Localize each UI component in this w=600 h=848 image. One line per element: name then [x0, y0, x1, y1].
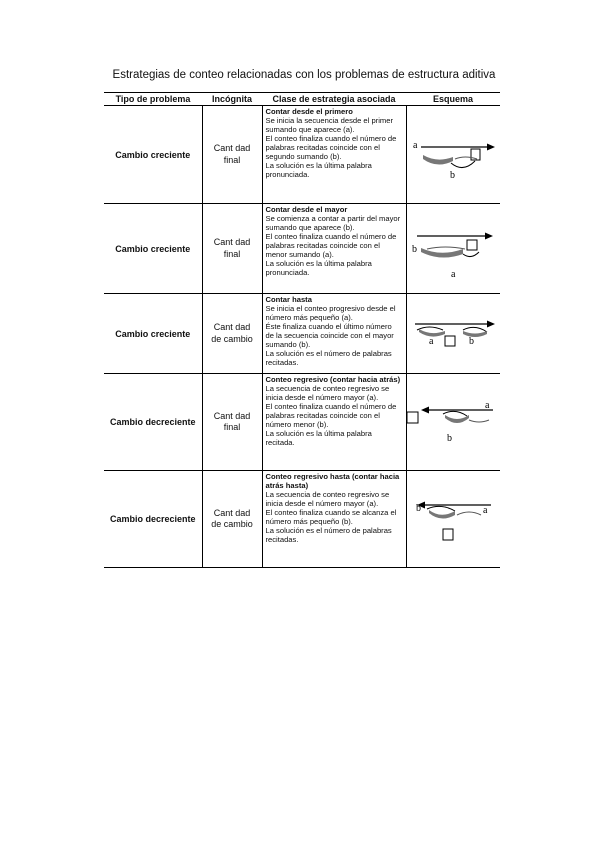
strategy-line: Se comienza a contar a partir del mayor sumando que aparece (b).: [265, 214, 401, 233]
unknown-line: Cant dad: [213, 410, 251, 421]
scheme-diagram: [407, 310, 499, 358]
scheme-label: a: [483, 505, 488, 516]
strategy-cell: [262, 106, 406, 204]
table-row: [104, 204, 500, 294]
strategy-title: Contar hasta: [265, 295, 312, 304]
strategy-line: La solución es la última palabra pronunciada.: [265, 259, 372, 278]
unknown-line: de cambio: [211, 333, 253, 344]
strategy-line: El conteo finaliza cuando el número de palabras recitadas coincide con el menor sumando (a).: [265, 232, 397, 260]
strategy-line: La solución es la última palabra pronunciada.: [265, 161, 372, 180]
unknown-line: final: [223, 422, 241, 432]
header-unknown: Incógnita: [202, 93, 262, 106]
scheme-cell: [406, 204, 500, 294]
problem-type-cell: Cambio decreciente: [109, 514, 196, 524]
strategy-cell: [262, 374, 406, 471]
strategy-line: Se inicia el conteo progresivo desde el número más pequeño (a).: [265, 304, 396, 323]
scheme-diagram: [407, 489, 499, 549]
scheme-label: b: [450, 169, 456, 181]
strategy-title: Conteo regresivo hasta (contar hacia atrás hasta): [265, 472, 400, 491]
strategy-line: La solución es el número de palabras recitadas.: [265, 526, 392, 545]
document-title: Estrategias de conteo relacionadas con los problemas de estructura aditiva: [112, 69, 496, 81]
strategy-cell: [262, 294, 406, 374]
strategy-cell: [262, 471, 406, 568]
scheme-cell: [406, 374, 500, 471]
unknown-line: Cant dad: [213, 507, 251, 518]
scheme-label: a: [485, 400, 490, 411]
unknown-cell: [202, 204, 262, 294]
table-row: [104, 294, 500, 374]
problem-type-cell: Cambio decreciente: [109, 417, 196, 427]
table-row: [104, 471, 500, 568]
strategy-line: La solución es la última palabra recitada.: [265, 429, 372, 448]
unknown-line: Cant dad: [213, 322, 251, 333]
problem-type-cell: Cambio creciente: [115, 243, 191, 254]
strategy-title: Contar desde el primero: [265, 107, 353, 116]
strategy-line: La solución es el número de palabras recitadas.: [265, 349, 392, 368]
strategy-line: Éste finaliza cuando el último número de la secuencia coincide con el mayor sumando (b).: [265, 322, 394, 350]
header-strategy: Clase de estrategia asociada: [262, 93, 406, 106]
table-header-row: [104, 93, 500, 106]
strategy-line: El conteo finaliza cuando se alcanza el número más pequeño (b).: [265, 508, 397, 527]
unknown-line: final: [223, 248, 241, 259]
scheme-label: b: [447, 433, 453, 444]
unknown-line: Cant dad: [213, 237, 251, 248]
unknown-cell: [202, 294, 262, 374]
strategy-line: La secuencia de conteo regresivo se inicia desde el número mayor (a).: [265, 384, 390, 403]
scheme-label: b: [416, 503, 422, 514]
strategies-table: [104, 92, 500, 568]
problem-type-cell: Cambio creciente: [115, 149, 191, 160]
table-row: [104, 106, 500, 204]
strategy-title: Contar desde el mayor: [265, 205, 348, 214]
unknown-cell: [202, 106, 262, 204]
table-row: [104, 374, 500, 471]
header-scheme: Esquema: [406, 93, 500, 106]
unknown-cell: [202, 374, 262, 471]
strategy-line: El conteo finaliza cuando el número de palabras recitadas coincide con el segundo sumando (b).: [265, 134, 397, 162]
unknown-line: de cambio: [211, 519, 253, 529]
scheme-label: a: [429, 335, 434, 347]
scheme-cell: [406, 471, 500, 568]
strategy-title: Conteo regresivo (contar hacia atrás): [265, 375, 401, 384]
scheme-label: a: [413, 139, 418, 151]
strategy-line: El conteo finaliza cuando el número de palabras recitadas coincide con el número menor (b).: [265, 402, 397, 430]
problem-type-cell: Cambio creciente: [115, 328, 191, 339]
scheme-label: b: [469, 335, 475, 347]
strategy-cell: [262, 204, 406, 294]
scheme-cell: [406, 106, 500, 204]
scheme-diagram: [407, 216, 499, 282]
scheme-cell: [406, 294, 500, 374]
strategy-line: La secuencia de conteo regresivo se inicia desde el número mayor (a).: [265, 490, 390, 509]
strategy-line: Se inicia la secuencia desde el primer sumando que aparece (a).: [265, 116, 393, 135]
scheme-label: a: [451, 268, 456, 280]
header-problem-type: Tipo de problema: [104, 93, 202, 106]
unknown-line: Cant dad: [213, 143, 251, 154]
unknown-line: final: [223, 154, 241, 165]
scheme-diagram: [407, 394, 499, 450]
scheme-diagram: [407, 125, 499, 185]
unknown-cell: [202, 471, 262, 568]
scheme-label: b: [412, 243, 418, 255]
